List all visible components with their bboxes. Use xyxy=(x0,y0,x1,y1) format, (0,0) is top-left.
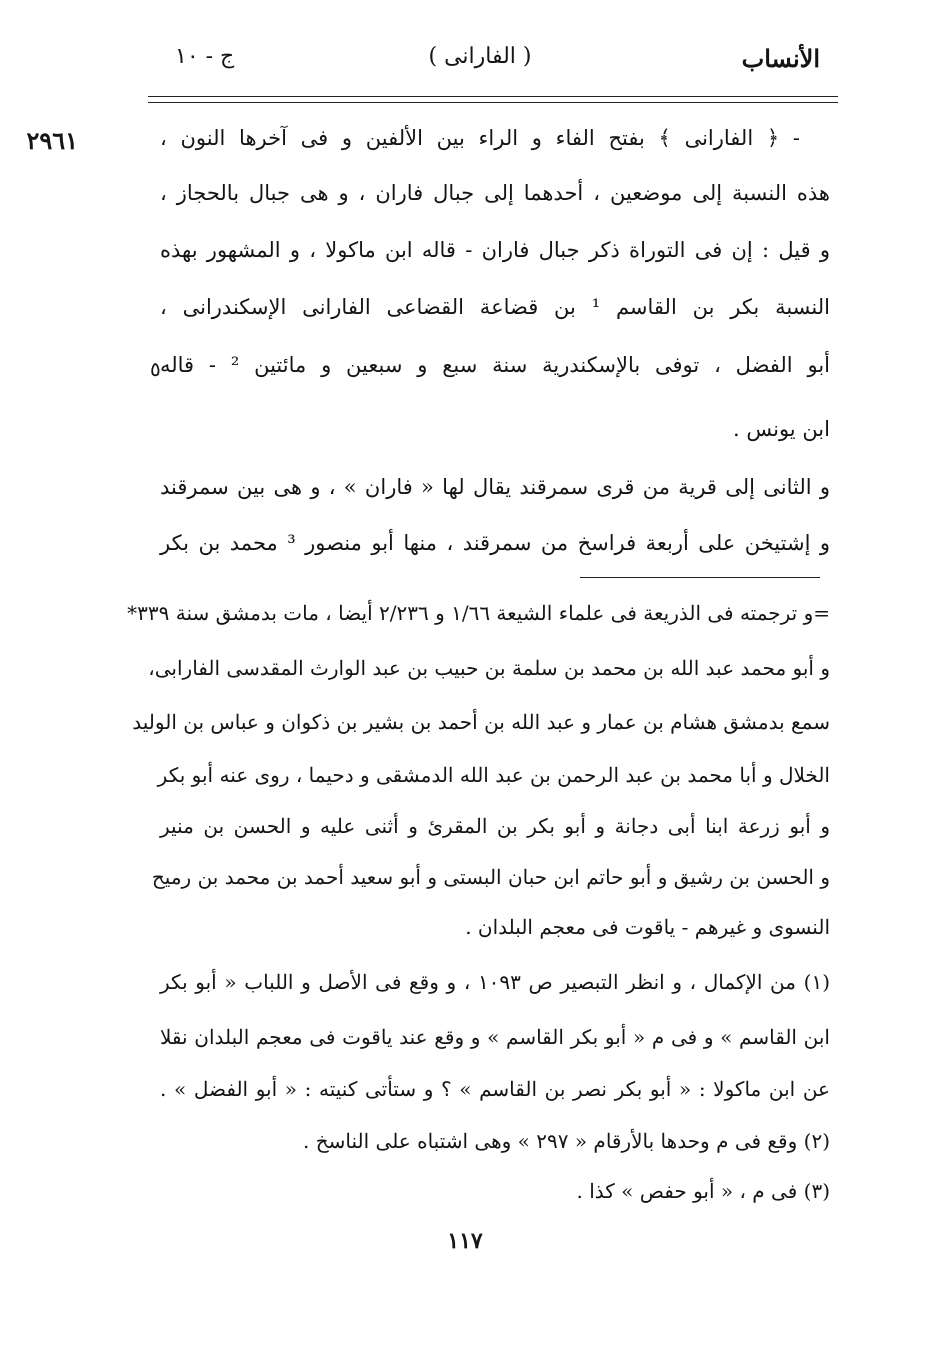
section-title: ( الفارانى ) xyxy=(428,44,532,69)
note-line: و الحسن بن رشيق و أبو حاتم ابن حبان البستى و أبو سعيد أحمد بن محمد بن رميح xyxy=(151,865,830,889)
entry-line: أبو الفضل ، توفى بالإسكندرية سنة سبع و سبعين و مائتين ² - قاله xyxy=(160,353,830,377)
footnote-line: ابن القاسم » و فى م « أبو بكر القاسم » و وقع عند ياقوت فى معجم البلدان نقلا xyxy=(160,1025,830,1049)
header-rule-top xyxy=(148,96,838,97)
book-title: الأنساب xyxy=(741,44,820,73)
footnote-separator xyxy=(580,577,820,578)
entry-number: ٢٩٦١ xyxy=(26,126,78,155)
entry-line: - ﴿ الفارانى ﴾ بفتح الفاء و الراء بين الألفين و فى آخرها النون ، xyxy=(160,126,800,150)
volume-number: ج - ١٠ xyxy=(175,44,235,69)
entry-line: النسبة بكر بن القاسم ¹ بن قضاعة القضاعى الفارانى الإسكندرانى ، xyxy=(160,295,830,319)
header-rule-bottom xyxy=(148,102,838,103)
footnote-line: (٣) فى م ، « أبو حفص » كذا . xyxy=(576,1179,830,1203)
line-marker: ٥ xyxy=(150,357,161,381)
note-line: سمع بدمشق هشام بن عمار و عبد الله بن أحمد بن بشير بن ذكوان و عباس بن الوليد xyxy=(132,710,830,734)
page-number: ١١٧ xyxy=(447,1228,483,1254)
note-line: الخلال و أبا محمد بن عبد الرحمن بن عبد الله الدمشقى و دحيما ، روى عنه أبو بكر xyxy=(157,763,830,787)
entry-line: و قيل : إن فى التوراة ذكر جبال فاران - قاله ابن ماكولا ، و المشهور بهذه xyxy=(160,238,830,262)
entry-line: هذه النسبة إلى موضعين ، أحدهما إلى جبال فاران ، و هى جبال بالحجاز ، xyxy=(160,181,830,205)
footnote-line: عن ابن ماكولا : « أبو بكر نصر بن القاسم » ؟ و ستأتى كنيته : « أبو الفضل » . xyxy=(160,1077,830,1101)
note-line: =و ترجمته فى الذريعة فى علماء الشيعة ١/٦٦ و ٢/٢٣٦ أيضا ، مات بدمشق سنة ٣٣٩* xyxy=(127,601,830,625)
entry-line: و الثانى إلى قرية من قرى سمرقند يقال لها « فاران » ، و هى بين سمرقند xyxy=(160,475,830,499)
note-line: و أبو محمد عبد الله بن محمد بن سلمة بن حبيب بن عبد الوارث المقدسى الفارابى، xyxy=(148,656,830,680)
footnote-line: (٢) وقع فى م وحدها بالأرقام « ٢٩٧ » وهى اشتباه على الناسخ . xyxy=(303,1129,830,1153)
entry-line: ابن يونس . xyxy=(732,417,830,441)
note-line: النسوى و غيرهم - ياقوت فى معجم البلدان . xyxy=(465,915,830,939)
running-header xyxy=(140,44,820,84)
note-line: و أبو زرعة ابنا أبى دجانة و أبو بكر بن المقرئ و أثنى عليه و الحسن بن منير xyxy=(160,814,830,838)
entry-line: و إشتيخن على أربعة فراسخ من سمرقند ، منها أبو منصور ³ محمد بن بكر xyxy=(160,531,831,555)
footnote-line: (١) من الإكمال ، و انظر التبصير ص ١٠٩٣ ، و وقع فى الأصل و اللباب « أبو بكر xyxy=(160,970,830,994)
